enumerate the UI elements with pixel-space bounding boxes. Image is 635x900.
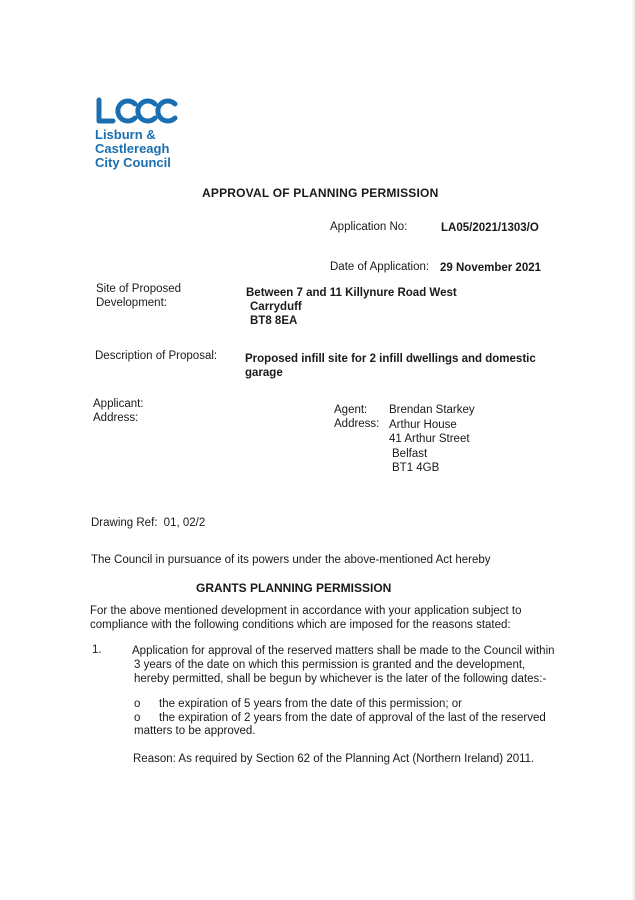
intro-text: The Council in pursuance of its powers under the above-mentioned Act hereby	[91, 554, 491, 566]
description-value	[245, 352, 536, 380]
agent-name: Brendan Starkey	[389, 404, 475, 416]
applicant-address-label: Address:	[93, 412, 139, 424]
agent-address-line: 41 Arthur Street	[389, 433, 470, 445]
drawing-ref	[91, 516, 205, 530]
drawing-ref-label: Drawing Ref:	[91, 517, 158, 529]
bullet-marker: o	[134, 698, 141, 710]
condition-text	[132, 644, 555, 686]
description-line: garage	[245, 367, 283, 379]
agent-address-label: Address:	[334, 418, 380, 430]
grants-heading: GRANTS PLANNING PERMISSION	[196, 581, 392, 595]
site-address	[246, 286, 457, 328]
bullet-marker: o	[134, 712, 141, 724]
council-logo	[95, 97, 181, 170]
bullet-text: the expiration of 2 years from the date of approval of the last of the reserved	[159, 712, 546, 724]
condition-line: Application for approval of the reserved matters shall be made to the Council within	[132, 645, 555, 657]
agent-address-line: Belfast	[392, 447, 428, 460]
agent-address-line: Arthur House	[389, 418, 457, 431]
applicant-label: Applicant:	[93, 398, 144, 410]
site-address-line: BT8 8EA	[250, 315, 298, 327]
site-label-line: Development:	[96, 297, 167, 309]
agent-label: Agent:	[334, 404, 368, 416]
condition-number: 1.	[92, 644, 102, 656]
document-title: APPROVAL OF PLANNING PERMISSION	[202, 186, 439, 200]
council-name-line: City Council	[95, 155, 171, 170]
site-label-line: Site of Proposed	[96, 283, 182, 295]
council-name	[95, 128, 181, 170]
agent-address-line: BT1 4GB	[392, 462, 440, 474]
condition-line: hereby permitted, shall be begun by whichever is the later of the following dates:-	[134, 673, 547, 685]
drawing-ref-value: 01, 02/2	[163, 517, 206, 529]
council-name-line: Lisburn &	[95, 127, 156, 142]
condition-line: 3 years of the date on which this permission is granted and the development,	[134, 659, 526, 671]
subject-line: For the above mentioned development in accordance with your application subject to	[90, 605, 522, 617]
application-no-value: LA05/2021/1303/O	[441, 222, 539, 234]
site-address-line: Between 7 and 11 Killynure Road West	[246, 287, 457, 299]
council-name-line: Castlereagh	[95, 141, 170, 156]
site-label	[96, 282, 181, 310]
application-no-label: Application No:	[330, 221, 408, 233]
date-value: 29 November 2021	[440, 262, 542, 274]
agent-details	[389, 403, 475, 476]
applicant-block	[93, 397, 144, 425]
subject-line: compliance with the following conditions which are imposed for the reasons stated:	[90, 618, 511, 631]
bullet-text: the expiration of 5 years from the date of this permission; or	[159, 698, 462, 710]
date-label: Date of Application:	[330, 261, 430, 273]
site-address-line: Carryduff	[250, 301, 302, 313]
description-line: Proposed infill site for 2 infill dwellings and domestic	[245, 353, 536, 365]
scan-edge	[631, 0, 635, 900]
agent-labels	[334, 403, 379, 431]
bullet-text-continued: matters to be approved.	[134, 725, 256, 737]
subject-text	[90, 605, 522, 632]
description-label: Description of Proposal:	[95, 350, 218, 362]
lccc-logo-mark	[95, 97, 181, 125]
condition-reason: Reason: As required by Section 62 of the Planning Act (Northern Ireland) 2011.	[133, 753, 535, 765]
